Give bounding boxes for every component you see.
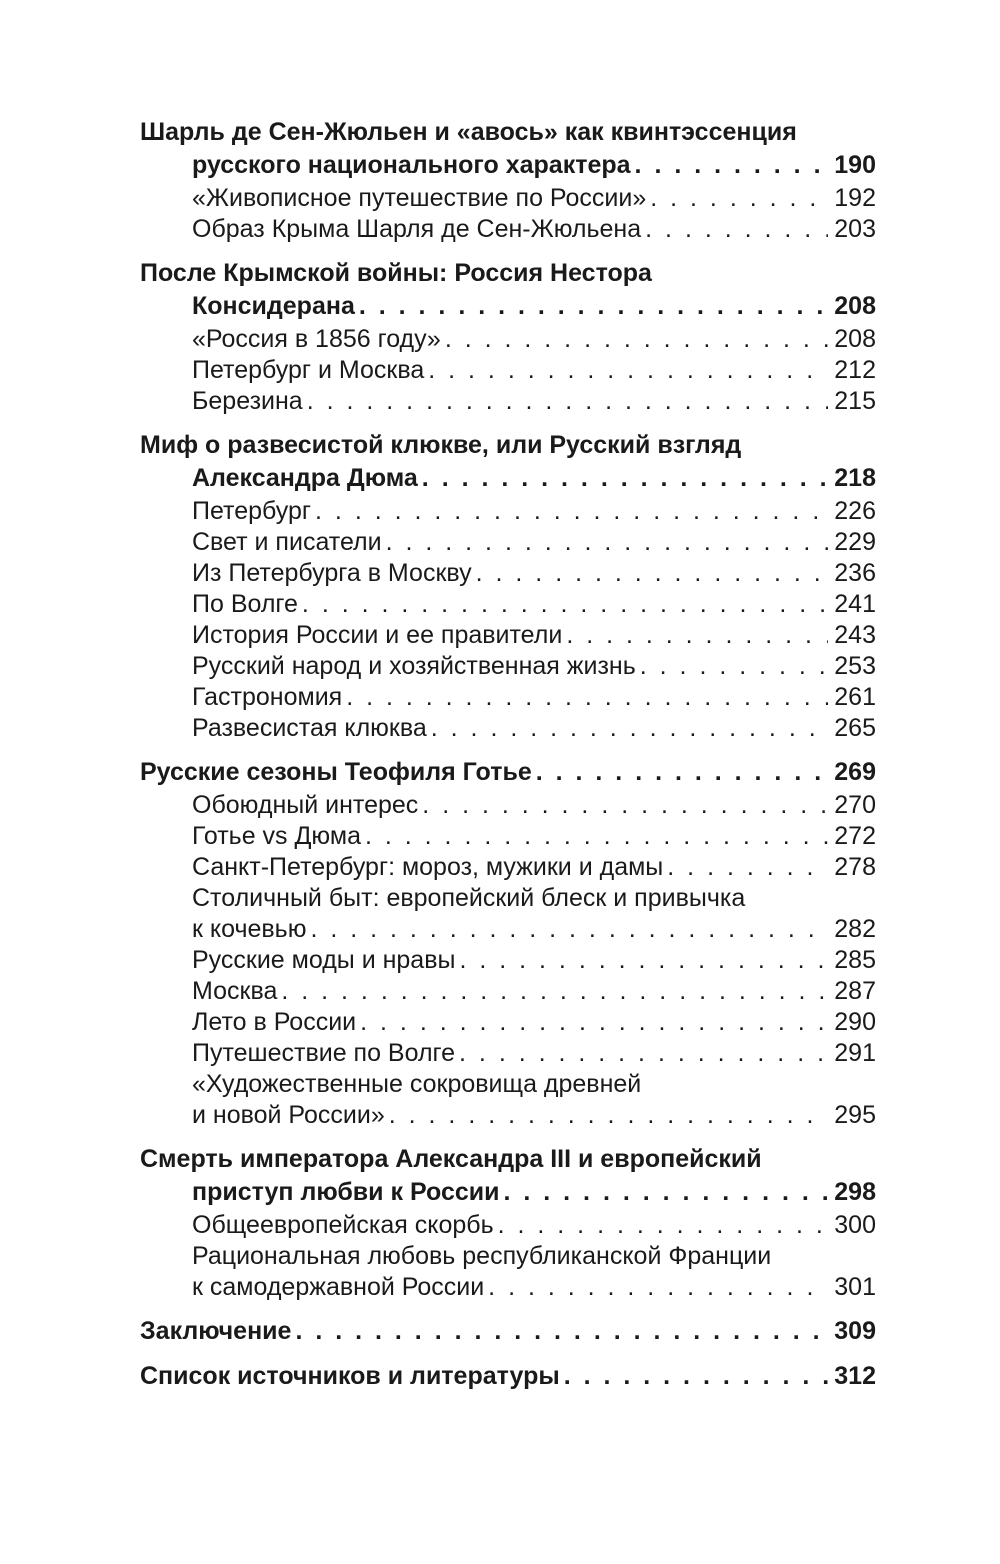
subsection-title-text: Обоюдный интерес xyxy=(192,791,419,819)
dot-leader xyxy=(667,852,828,883)
chapter-title-line xyxy=(140,756,876,789)
dot-leader xyxy=(389,1100,829,1131)
subsection-line xyxy=(140,214,876,245)
subsection-line xyxy=(140,1007,876,1038)
dot-leader xyxy=(445,324,828,355)
subsection-title-text: Русские моды и нравы xyxy=(192,946,456,974)
chapter-page-number: 208 xyxy=(834,292,876,320)
subsection-title-text: Рациональная любовь республиканской Франции xyxy=(192,1242,772,1270)
dot-leader xyxy=(281,976,828,1007)
toc-chapter xyxy=(140,756,876,1131)
chapter-page-number: 190 xyxy=(834,151,876,179)
subsection-page-number: 301 xyxy=(834,1273,876,1301)
chapter-title-text: Русские сезоны Теофиля Готье xyxy=(140,758,532,786)
subsection-title-text: Петербург xyxy=(192,497,312,525)
chapter-title-text: Консидерана xyxy=(192,292,355,320)
subsection-title-text: «Живописное путешествие по России» xyxy=(192,184,647,212)
chapter-page-number: 298 xyxy=(834,1178,876,1206)
subsection-title-text: Москва xyxy=(192,977,278,1005)
dot-leader xyxy=(386,527,829,558)
chapter-title-text: Шарль де Сен-Жюльен и «авось» как квинтэссенция xyxy=(140,118,797,146)
subsection-line xyxy=(140,1100,876,1131)
dot-leader xyxy=(566,620,828,651)
table-of-contents xyxy=(140,116,876,1405)
chapter-title-line xyxy=(140,429,876,462)
chapter-title-text: После Крымской войны: Россия Нестора xyxy=(140,259,652,287)
subsection-line xyxy=(140,713,876,744)
subsection-page-number: 208 xyxy=(834,325,876,353)
subsection-title-text: Общеевропейская скорбь xyxy=(192,1211,494,1239)
dot-leader xyxy=(645,214,828,245)
dot-leader xyxy=(360,1007,828,1038)
subsection-page-number: 282 xyxy=(834,915,876,943)
dot-leader xyxy=(635,149,829,182)
subsection-page-number: 291 xyxy=(834,1039,876,1067)
subsection-line xyxy=(140,1272,876,1303)
subsection-line xyxy=(140,558,876,589)
subsection-line xyxy=(140,1069,876,1100)
subsection-line xyxy=(140,883,876,914)
subsection-page-number: 241 xyxy=(834,590,876,618)
dot-leader xyxy=(498,1210,829,1241)
chapter-title-text: Заключение xyxy=(140,1317,292,1345)
dot-leader xyxy=(315,496,828,527)
chapter-page-number: 269 xyxy=(834,758,876,786)
chapter-title-text: Смерть императора Александра III и европейский xyxy=(140,1145,762,1173)
dot-leader xyxy=(359,290,828,323)
chapter-title-line xyxy=(140,149,876,182)
subsection-line xyxy=(140,355,876,386)
chapter-title-line xyxy=(140,1360,876,1393)
subsection-page-number: 272 xyxy=(834,822,876,850)
dot-leader xyxy=(431,713,829,744)
subsection-page-number: 215 xyxy=(834,387,876,415)
subsection-line xyxy=(140,852,876,883)
subsection-title-text: Санкт-Петербург: мороз, мужики и дамы xyxy=(192,853,664,881)
subsection-line xyxy=(140,386,876,417)
subsection-page-number: 265 xyxy=(834,714,876,742)
subsection-title-text: Петербург и Москва xyxy=(192,356,425,384)
dot-leader xyxy=(459,945,828,976)
dot-leader xyxy=(476,558,829,589)
subsection-line xyxy=(140,682,876,713)
subsection-title-text: «Россия в 1856 году» xyxy=(192,325,441,353)
subsection-title-text: «Художественные сокровища древней xyxy=(192,1070,642,1098)
dot-leader xyxy=(295,1315,828,1348)
subsection-page-number: 236 xyxy=(834,559,876,587)
subsection-line xyxy=(140,620,876,651)
dot-leader xyxy=(310,914,828,945)
dot-leader xyxy=(365,821,828,852)
dot-leader xyxy=(488,1272,828,1303)
dot-leader xyxy=(564,1360,829,1393)
subsection-page-number: 278 xyxy=(834,853,876,881)
subsection-page-number: 203 xyxy=(834,215,876,243)
chapter-title-text: приступ любви к России xyxy=(192,1178,500,1206)
subsection-page-number: 287 xyxy=(834,977,876,1005)
subsection-title-text: Лето в России xyxy=(192,1008,357,1036)
subsection-line xyxy=(140,914,876,945)
chapter-title-line xyxy=(140,1143,876,1176)
subsection-page-number: 270 xyxy=(834,791,876,819)
dot-leader xyxy=(307,386,829,417)
dot-leader xyxy=(428,355,828,386)
chapter-title-line xyxy=(140,1315,876,1348)
chapter-title-text: Список источников и литературы xyxy=(140,1362,560,1390)
toc-chapter xyxy=(140,257,876,417)
subsection-page-number: 295 xyxy=(834,1101,876,1129)
subsection-line xyxy=(140,527,876,558)
subsection-line xyxy=(140,496,876,527)
chapter-title-line xyxy=(140,290,876,323)
dot-leader xyxy=(422,462,828,495)
dot-leader xyxy=(536,756,829,789)
subsection-page-number: 212 xyxy=(834,356,876,384)
toc-chapter xyxy=(140,116,876,245)
chapter-title-text: Александра Дюма xyxy=(192,464,418,492)
toc-chapter xyxy=(140,429,876,744)
subsection-line xyxy=(140,976,876,1007)
chapter-title-text: русского национального характера xyxy=(192,151,631,179)
chapter-title-line xyxy=(140,257,876,290)
subsection-title-text: Свет и писатели xyxy=(192,528,382,556)
subsection-title-text: Путешествие по Волге xyxy=(192,1039,456,1067)
subsection-page-number: 261 xyxy=(834,683,876,711)
toc-chapter xyxy=(140,1315,876,1348)
subsection-page-number: 290 xyxy=(834,1008,876,1036)
chapter-page-number: 312 xyxy=(834,1362,876,1390)
subsection-line xyxy=(140,324,876,355)
subsection-title-text: Готье vs Дюма xyxy=(192,822,361,850)
chapter-title-text: Миф о развесистой клюкве, или Русский взгляд xyxy=(140,431,742,459)
subsection-page-number: 243 xyxy=(834,621,876,649)
subsection-line xyxy=(140,651,876,682)
subsection-line xyxy=(140,945,876,976)
chapter-title-line xyxy=(140,1176,876,1209)
subsection-page-number: 229 xyxy=(834,528,876,556)
toc-chapter xyxy=(140,1143,876,1303)
dot-leader xyxy=(503,1176,828,1209)
subsection-page-number: 192 xyxy=(834,184,876,212)
dot-leader xyxy=(640,651,829,682)
dot-leader xyxy=(459,1038,828,1069)
chapter-page-number: 309 xyxy=(834,1317,876,1345)
subsection-title-text: Березина xyxy=(192,387,303,415)
subsection-line xyxy=(140,589,876,620)
subsection-title-text: Развесистая клюква xyxy=(192,714,427,742)
subsection-title-text: По Волге xyxy=(192,590,298,618)
chapter-title-line xyxy=(140,116,876,149)
subsection-title-text: Образ Крыма Шарля де Сен-Жюльена xyxy=(192,215,642,243)
subsection-title-text: Гастрономия xyxy=(192,683,343,711)
dot-leader xyxy=(650,183,828,214)
toc-chapter xyxy=(140,1360,876,1393)
dot-leader xyxy=(422,790,828,821)
subsection-page-number: 300 xyxy=(834,1211,876,1239)
subsection-page-number: 285 xyxy=(834,946,876,974)
subsection-title-text: к самодержавной России xyxy=(192,1273,485,1301)
subsection-line xyxy=(140,1241,876,1272)
subsection-line xyxy=(140,1210,876,1241)
subsection-title-text: Столичный быт: европейский блеск и привычка xyxy=(192,884,746,912)
subsection-line xyxy=(140,183,876,214)
subsection-title-text: и новой России» xyxy=(192,1101,385,1129)
subsection-title-text: История России и ее правители xyxy=(192,621,563,649)
subsection-line xyxy=(140,790,876,821)
dot-leader xyxy=(346,682,828,713)
subsection-line xyxy=(140,1038,876,1069)
dot-leader xyxy=(302,589,828,620)
subsection-page-number: 253 xyxy=(834,652,876,680)
chapter-page-number: 218 xyxy=(834,464,876,492)
subsection-title-text: Русский народ и хозяйственная жизнь xyxy=(192,652,636,680)
subsection-title-text: Из Петербурга в Москву xyxy=(192,559,472,587)
subsection-line xyxy=(140,821,876,852)
subsection-title-text: к кочевью xyxy=(192,915,307,943)
subsection-page-number: 226 xyxy=(834,497,876,525)
chapter-title-line xyxy=(140,462,876,495)
